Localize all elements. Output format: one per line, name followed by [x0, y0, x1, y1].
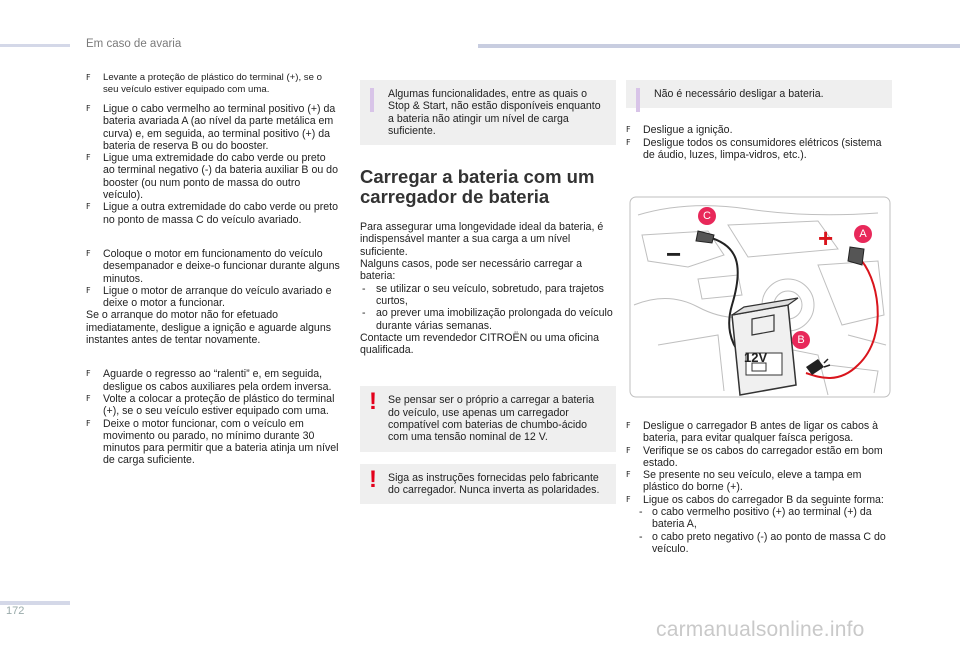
bullet-icon: F	[86, 418, 91, 428]
bullet-icon: F	[86, 104, 91, 113]
list-item: F Deixe o motor funcionar, com o veículo em movimento ou parado, no mínimo durante 30 minutos para permitir que a bateria atinja um nível de carga suficiente.	[86, 417, 339, 467]
list-item: F Ligue uma extremidade do cabo verde ou preto ao terminal negativo (-) da bateria auxiliar B ou do booster (ou num ponto de massa do outro veículo).	[86, 152, 338, 202]
section-title: Carregar a bateria com um carregador de bateria	[360, 166, 595, 208]
charger-box	[732, 298, 798, 395]
info-note: Algumas funcionalidades, entre as quais o Stop & Start, não estão disponíveis enquanto a bateria não atingir um nível de carga suficiente.	[360, 80, 616, 145]
paragraph: Se o arranque do motor não for efetuado imediatamente, desligue a ignição e aguarde alguns instantes antes de tentar novamente.	[86, 309, 332, 347]
page-number: 172	[6, 605, 25, 617]
bullet-icon: F	[626, 445, 631, 455]
paragraph: Nalguns casos, pode ser necessário carregar a bateria:	[360, 258, 582, 283]
list-item: F Ligue os cabos do carregador B da seguinte forma:	[626, 493, 884, 506]
list-item: F Ligue o cabo vermelho ao terminal positivo (+) da bateria avariada A (ao nível da parte metálica em curva) e, em seguida, ao terminal positivo (+) da bateria de reserva B ou do booster.	[86, 103, 336, 152]
list-item: F Se presente no seu veículo, eleve a tampa em plástico do borne (+).	[626, 469, 862, 494]
paragraph: Contacte um revendedor CITROËN ou uma oficina qualificada.	[360, 331, 600, 357]
bullet-icon: F	[626, 470, 631, 480]
plus-sign: +	[818, 223, 834, 253]
sub-list-item: - se utilizar o seu veículo, sobretudo, para trajetos curtos,	[362, 282, 604, 307]
warning-note: ! Siga as instruções fornecidas pelo fabricante do carregador. Nunca inverta as polaridades.	[360, 464, 616, 505]
sub-list-item: - o cabo vermelho positivo (+) ao terminal (+) da bateria A,	[639, 506, 872, 531]
bullet-icon: F	[86, 285, 91, 295]
sub-list-item: - ao prever uma imobilização prolongada do veículo durante várias semanas.	[362, 307, 613, 332]
bullet-icon: F	[86, 73, 91, 82]
list-item: F Aguarde o regresso ao “ralenti” e, em seguida, desligue os cabos auxiliares pela ordem inversa.	[86, 368, 332, 393]
list-item: F Levante a proteção de plástico do terminal (+), se o seu veículo estiver equipado com uma.	[86, 72, 322, 95]
battery-charger-illustration	[628, 195, 892, 399]
bullet-icon: F	[86, 153, 91, 163]
bullet-icon: F	[626, 137, 631, 147]
bullet-icon: F	[86, 393, 91, 403]
list-item: F Desligue todos os consumidores elétricos (sistema de áudio, luzes, limpa-vidros, etc.).	[626, 136, 882, 161]
header-bar-left	[0, 44, 70, 47]
list-item: F Desligue o carregador B antes de ligar os cabos à bateria, para evitar qualquer faísca perigosa.	[626, 420, 878, 445]
column-left	[86, 72, 340, 467]
voltage-label: 12V	[744, 350, 768, 365]
list-item: F Volte a colocar a proteção de plástico do terminal (+), se o seu veículo estiver equipado com uma.	[86, 392, 335, 418]
label-c-badge: C	[698, 207, 716, 225]
bullet-icon: F	[626, 125, 631, 135]
bullet-icon: F	[626, 494, 631, 504]
warning-icon: !	[369, 465, 377, 493]
info-note: Não é necessário desligar a bateria.	[626, 80, 892, 108]
info-marker-icon	[636, 88, 640, 112]
warning-icon: !	[369, 388, 377, 416]
bullet-icon: F	[86, 202, 91, 212]
minus-sign: −	[666, 239, 682, 269]
bullet-icon: F	[86, 248, 91, 258]
bullet-icon: F	[626, 421, 631, 430]
column-right-lower	[626, 420, 892, 555]
list-item: F Ligue a outra extremidade do cabo verde ou preto no ponto de massa C do veículo avariado.	[86, 201, 338, 226]
warning-note: ! Se pensar ser o próprio a carregar a bateria do veículo, use apenas um carregador compatível com baterias de chumbo-ácido com uma tensão nominal de 12 V.	[360, 386, 616, 451]
list-item: F Verifique se os cabos do carregador estão em bom estado.	[626, 444, 883, 469]
engine-bay-diagram	[628, 195, 892, 399]
label-b-badge: B	[792, 331, 810, 349]
column-right	[626, 80, 892, 161]
bullet-icon: F	[86, 369, 91, 379]
info-marker-icon	[370, 88, 374, 112]
list-item: F Coloque o motor em funcionamento do veículo desempanador e deixe-o funcionar durante alguns minutos.	[86, 247, 340, 285]
watermark: carmanualsonline.info	[656, 618, 865, 641]
column-middle	[360, 80, 616, 504]
page-header-title: Em caso de avaria	[86, 38, 182, 50]
label-a-badge: A	[854, 225, 872, 243]
sub-list-item: - o cabo preto negativo (-) ao ponto de massa C do veículo.	[639, 530, 886, 555]
paragraph: Para assegurar uma longevidade ideal da bateria, é indispensável manter a sua carga a um nível suficiente.	[360, 221, 604, 258]
list-item: F Desligue a ignição.	[626, 124, 733, 137]
list-item: F Ligue o motor de arranque do veículo avariado e deixe o motor a funcionar.	[86, 284, 332, 310]
header-bar-right	[478, 44, 960, 48]
